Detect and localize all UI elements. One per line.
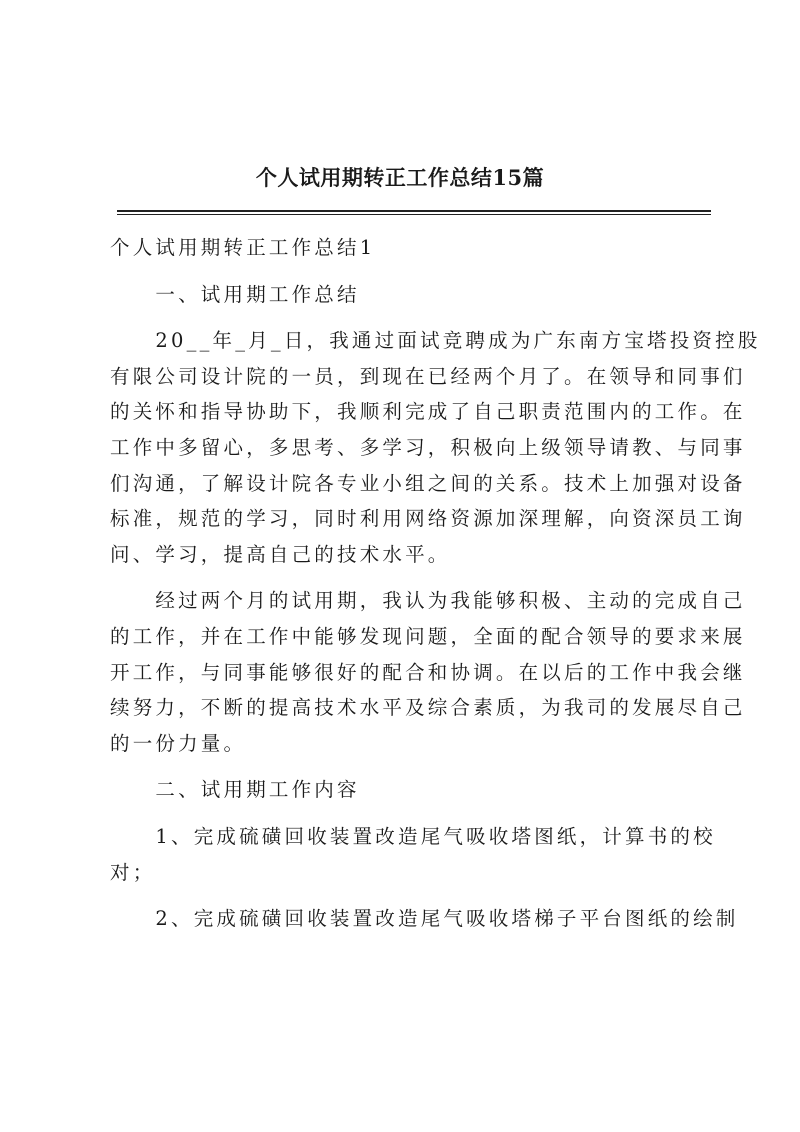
document-title: 个人试用期转正工作总结15篇 xyxy=(255,165,545,190)
list-item-line: 对； xyxy=(110,860,156,884)
title-divider-thin xyxy=(117,214,711,215)
list-item-line: 1、完成硫磺回收装置改造尾气吸收塔图纸，计算书的校 xyxy=(110,824,716,848)
paragraph-line: 开工作，与同事能够很好的配合和协调。在以后的工作中我会继 xyxy=(110,660,746,684)
paragraph-line: 的一份力量。 xyxy=(110,731,247,755)
section-heading: 个人试用期转正工作总结1 xyxy=(110,236,376,259)
paragraph-line: 工作中多留心，多思考、多学习，积极向上级领导请教、与同事 xyxy=(110,435,746,459)
title-divider-thick xyxy=(117,210,711,212)
paragraph-line: 的工作，并在工作中能够发现问题，全面的配合领导的要求来展 xyxy=(110,624,746,648)
paragraph-line: 20__年_月_日，我通过面试竞聘成为广东南方宝塔投资控股 xyxy=(110,329,761,353)
paragraph-line: 标准，规范的学习，同时利用网络资源加深理解，向资深员工询 xyxy=(110,507,746,531)
paragraph-line: 经过两个月的试用期，我认为我能够积极、主动的完成自己 xyxy=(110,589,746,613)
paragraph-line: 续努力，不断的提高技术水平及综合素质，为我司的发展尽自己 xyxy=(110,696,746,720)
subsection-heading: 二、试用期工作内容 xyxy=(110,778,360,802)
paragraph-line: 问、学习，提高自己的技术水平。 xyxy=(110,542,451,566)
list-item-line: 2、完成硫磺回收装置改造尾气吸收塔梯子平台图纸的绘制 xyxy=(110,907,739,931)
subsection-heading: 一、试用期工作总结 xyxy=(110,282,360,306)
paragraph-line: 们沟通，了解设计院各专业小组之间的关系。技术上加强对设备 xyxy=(110,471,746,495)
document-body xyxy=(110,230,761,937)
paragraph-line: 的关怀和指导协助下，我顺利完成了自己职责范围内的工作。在 xyxy=(110,400,746,424)
paragraph-line: 有限公司设计院的一员，到现在已经两个月了。在领导和同事们 xyxy=(110,364,746,388)
